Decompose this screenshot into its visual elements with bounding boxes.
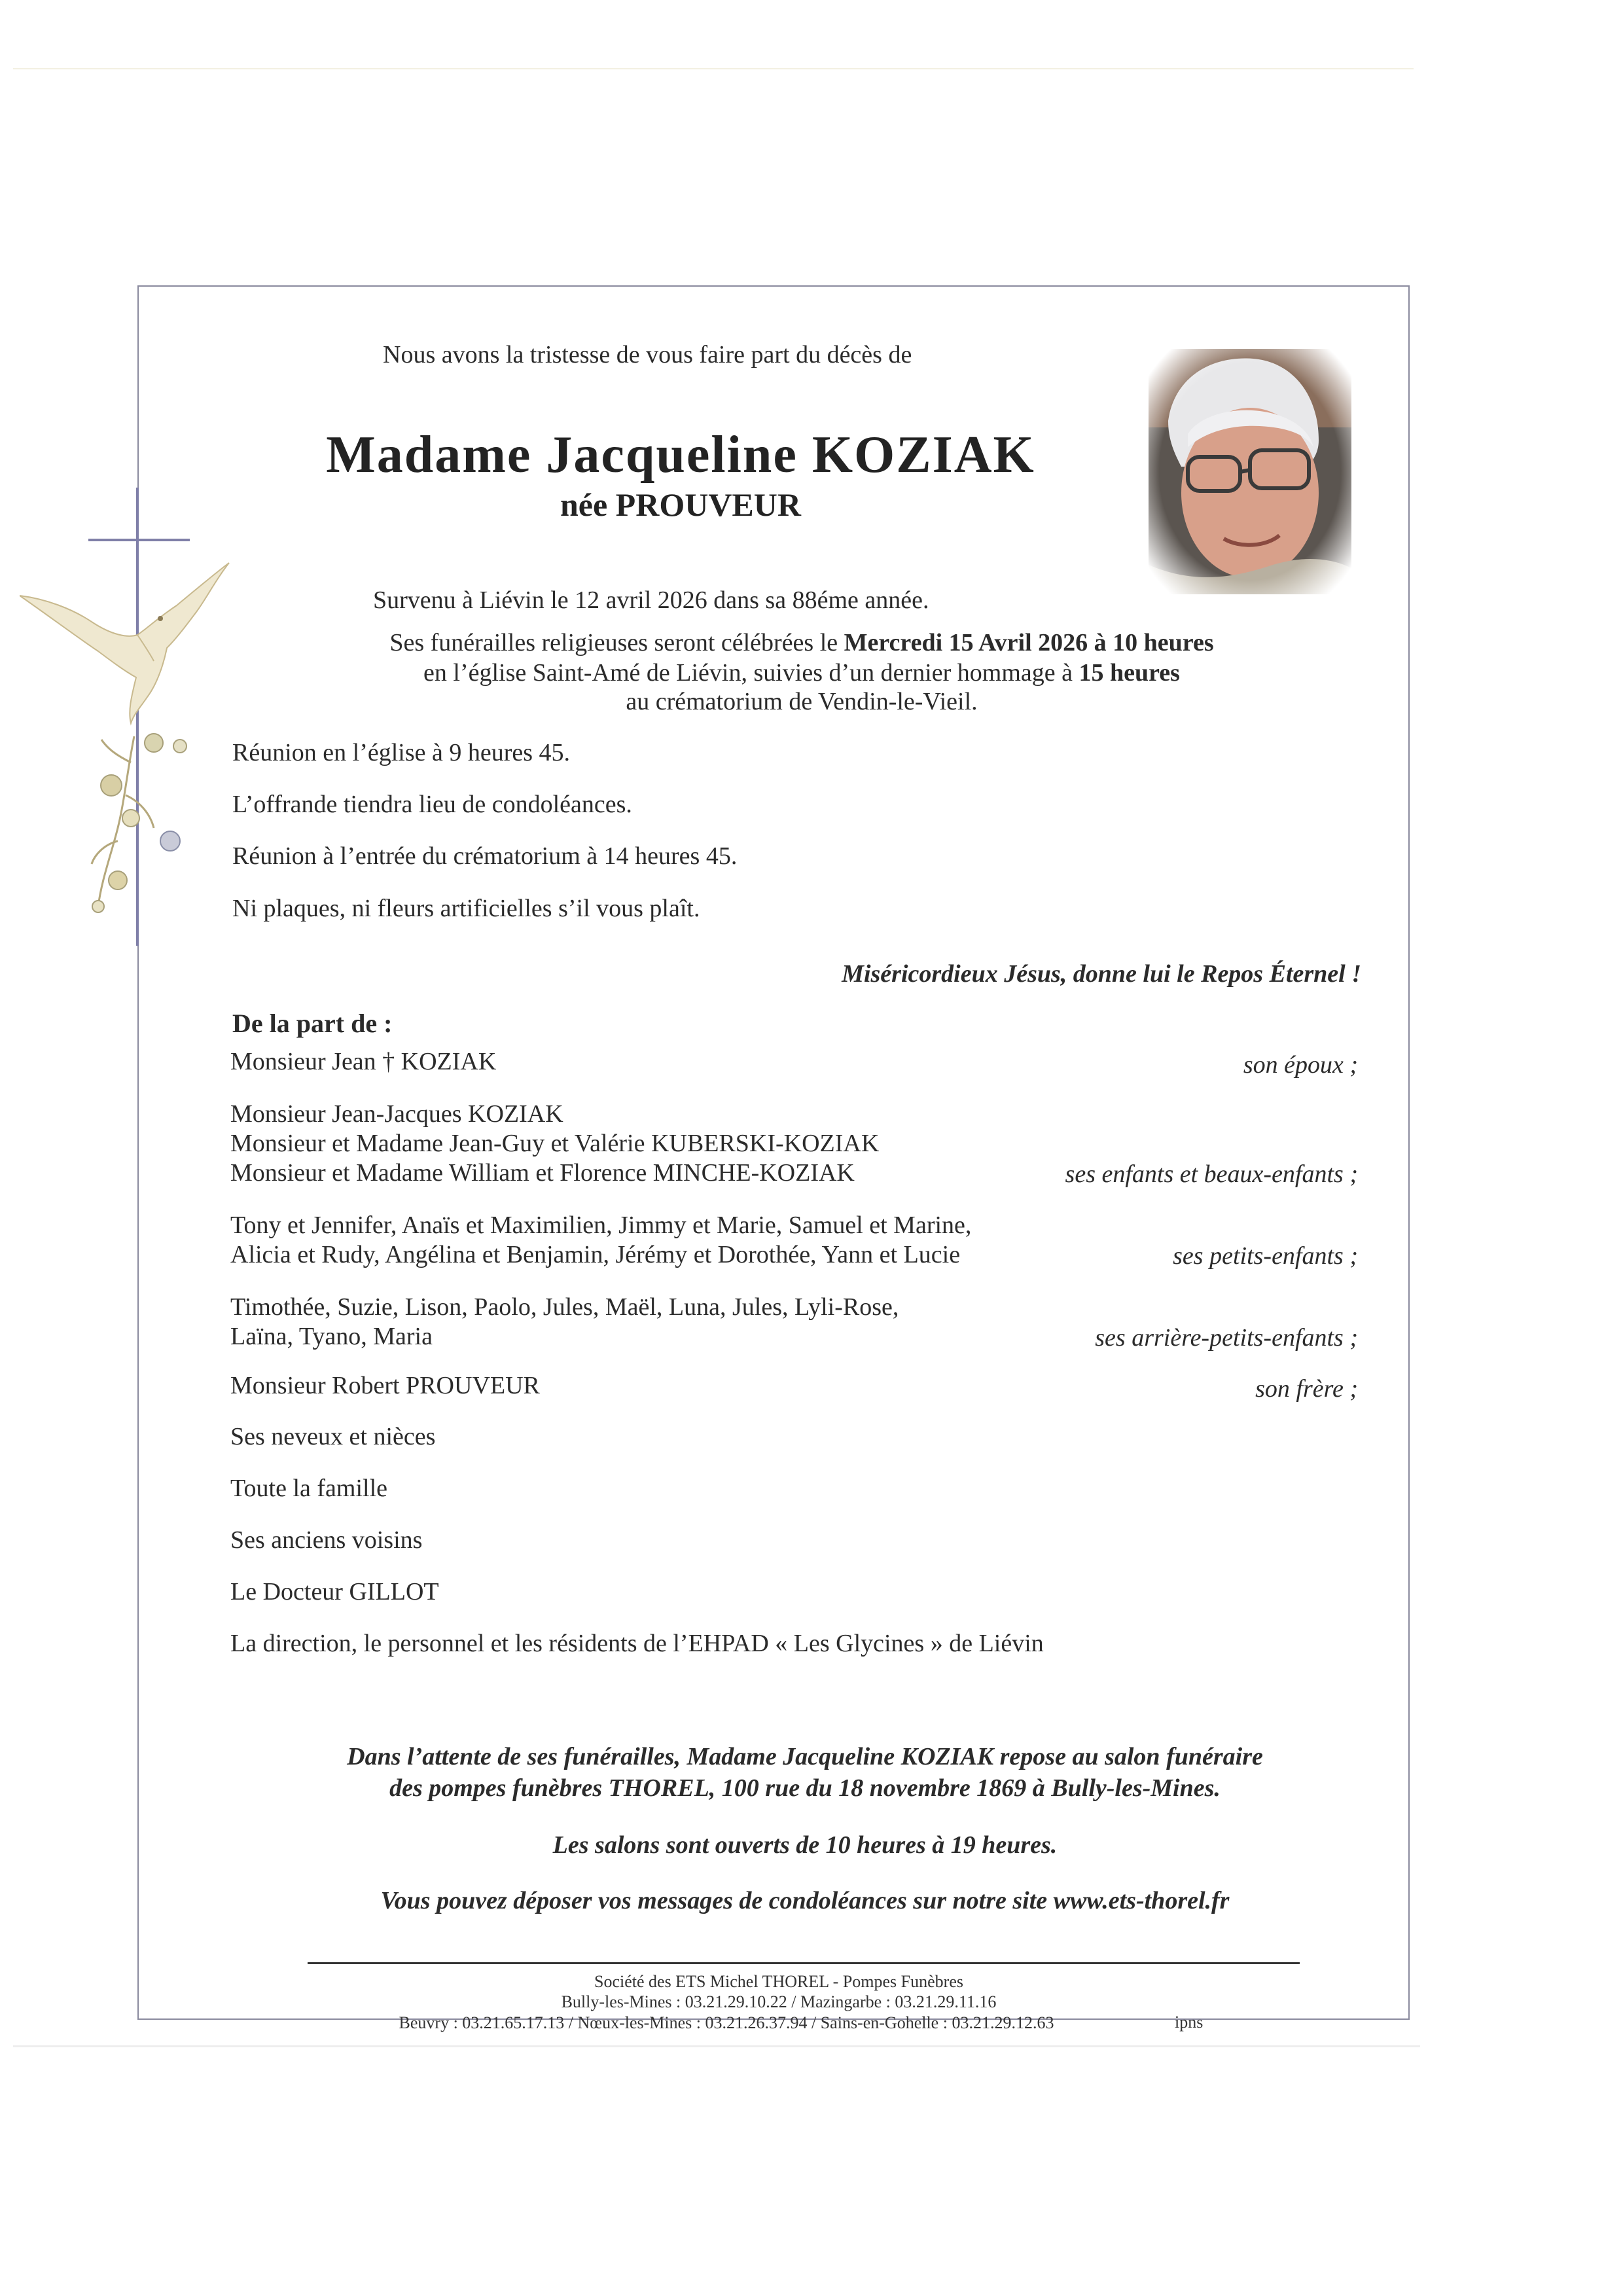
note-2: L’offrande tiendra lieu de condoléances.	[232, 791, 632, 818]
family-line: Le Docteur GILLOT	[230, 1578, 439, 1605]
relation-3: ses petits-enfants ;	[1173, 1242, 1358, 1270]
family-line: Laïna, Tyano, Maria	[230, 1323, 433, 1350]
deceased-name: Madame Jacqueline KOZIAK	[326, 426, 1035, 484]
family-line: Timothée, Suzie, Lison, Paolo, Jules, Maël, Luna, Jules, Lyli-Rose,	[230, 1293, 899, 1321]
scan-edge-bottom	[13, 2045, 1420, 2047]
intro-text: Nous avons la tristesse de vous faire part du décès de	[383, 341, 912, 368]
family-line: Monsieur Jean-Jacques KOZIAK	[230, 1100, 563, 1128]
family-line: Tony et Jennifer, Anaïs et Maximilien, Jimmy et Marie, Samuel et Marine,	[230, 1211, 972, 1239]
family-4	[230, 1293, 899, 1352]
funeral-date: Mercredi 15 Avril 2026 à 10 heures	[844, 629, 1214, 656]
family-line: Ses anciens voisins	[230, 1526, 423, 1554]
family-2	[230, 1100, 879, 1188]
funeral-line-3: au crématorium de Vendin-le-Vieil.	[626, 688, 978, 715]
funeral-line-2	[0, 658, 1603, 687]
family-3	[230, 1211, 971, 1270]
cross-horizontal	[88, 539, 190, 541]
printer-tag: ipns	[1175, 2013, 1204, 2032]
footer-company: Société des ETS Michel THOREL - Pompes Funèbres	[594, 1972, 963, 1991]
footer-phones-2: Beuvry : 03.21.65.17.13 / Nœux-les-Mines : 03.21.26.37.94 / Sains-en-Gohelle : 03.21.29.12.63	[399, 2013, 1054, 2032]
portrait-photo	[1142, 342, 1358, 601]
funeral-l1-text: Ses funérailles religieuses seront célébrées le	[389, 629, 844, 656]
relation-5: son frère ;	[1255, 1375, 1358, 1403]
footer-divider	[308, 1962, 1300, 1964]
website-line: Vous pouvez déposer vos messages de condoléances sur notre site www.ets-thorel.fr	[380, 1887, 1230, 1914]
funeral-line-1	[0, 628, 1603, 657]
from-label: De la part de :	[232, 1009, 393, 1038]
relation-2: ses enfants et beaux-enfants ;	[1065, 1160, 1358, 1188]
family-5	[230, 1371, 540, 1401]
scan-edge-top	[13, 68, 1414, 69]
rest-line-2: des pompes funèbres THOREL, 100 rue du 18 novembre 1869 à Bully-les-Mines.	[389, 1774, 1221, 1802]
rest-line-1: Dans l’attente de ses funérailles, Madame Jacqueline KOZIAK repose au salon funéraire	[347, 1743, 1263, 1770]
family-line: Ses neveux et nièces	[230, 1423, 436, 1450]
family-line: Monsieur et Madame William et Florence MINCHE-KOZIAK	[230, 1159, 855, 1187]
funeral-l2-text: en l’église Saint-Amé de Liévin, suivies d’un dernier hommage à	[423, 659, 1079, 687]
maiden-name: née PROUVEUR	[560, 486, 802, 523]
family-7	[230, 1474, 387, 1503]
family-8	[230, 1526, 422, 1555]
family-1	[230, 1047, 496, 1077]
family-line: Alicia et Rudy, Angélina et Benjamin, Jérémy et Dorothée, Yann et Lucie	[230, 1241, 961, 1268]
footer-phones-1: Bully-les-Mines : 03.21.29.10.22 / Mazingarbe : 03.21.29.11.16	[561, 1992, 997, 2011]
note-4: Ni plaques, ni fleurs artificielles s’il vous plaît.	[232, 895, 700, 922]
family-line: Toute la famille	[230, 1475, 388, 1502]
family-line: Monsieur Robert PROUVEUR	[230, 1372, 540, 1399]
flowers-icon	[92, 734, 187, 912]
funeral-hommage-time: 15 heures	[1079, 659, 1180, 687]
family-line: Monsieur et Madame Jean-Guy et Valérie KUBERSKI-KOZIAK	[230, 1130, 880, 1157]
cross-dove-decoration-icon	[20, 488, 236, 946]
note-1: Réunion en l’église à 9 heures 45.	[232, 739, 571, 766]
note-3: Réunion à l’entrée du crématorium à 14 heures 45.	[232, 842, 738, 870]
family-line: La direction, le personnel et les résidents de l’EHPAD « Les Glycines » de Liévin	[230, 1630, 1044, 1657]
salon-hours: Les salons sont ouverts de 10 heures à 19 heures.	[552, 1831, 1058, 1859]
relation-4: ses arrière-petits-enfants ;	[1095, 1324, 1358, 1352]
relation-1: son époux ;	[1243, 1051, 1358, 1079]
family-9	[230, 1577, 439, 1607]
death-notice: Survenu à Liévin le 12 avril 2026 dans sa 88éme année.	[373, 586, 929, 614]
family-10	[230, 1629, 1044, 1659]
cross-vertical	[136, 488, 139, 946]
family-6	[230, 1422, 435, 1452]
family-line: Monsieur Jean † KOZIAK	[230, 1048, 497, 1075]
devise: Miséricordieux Jésus, donne lui le Repos Éternel !	[842, 960, 1361, 988]
